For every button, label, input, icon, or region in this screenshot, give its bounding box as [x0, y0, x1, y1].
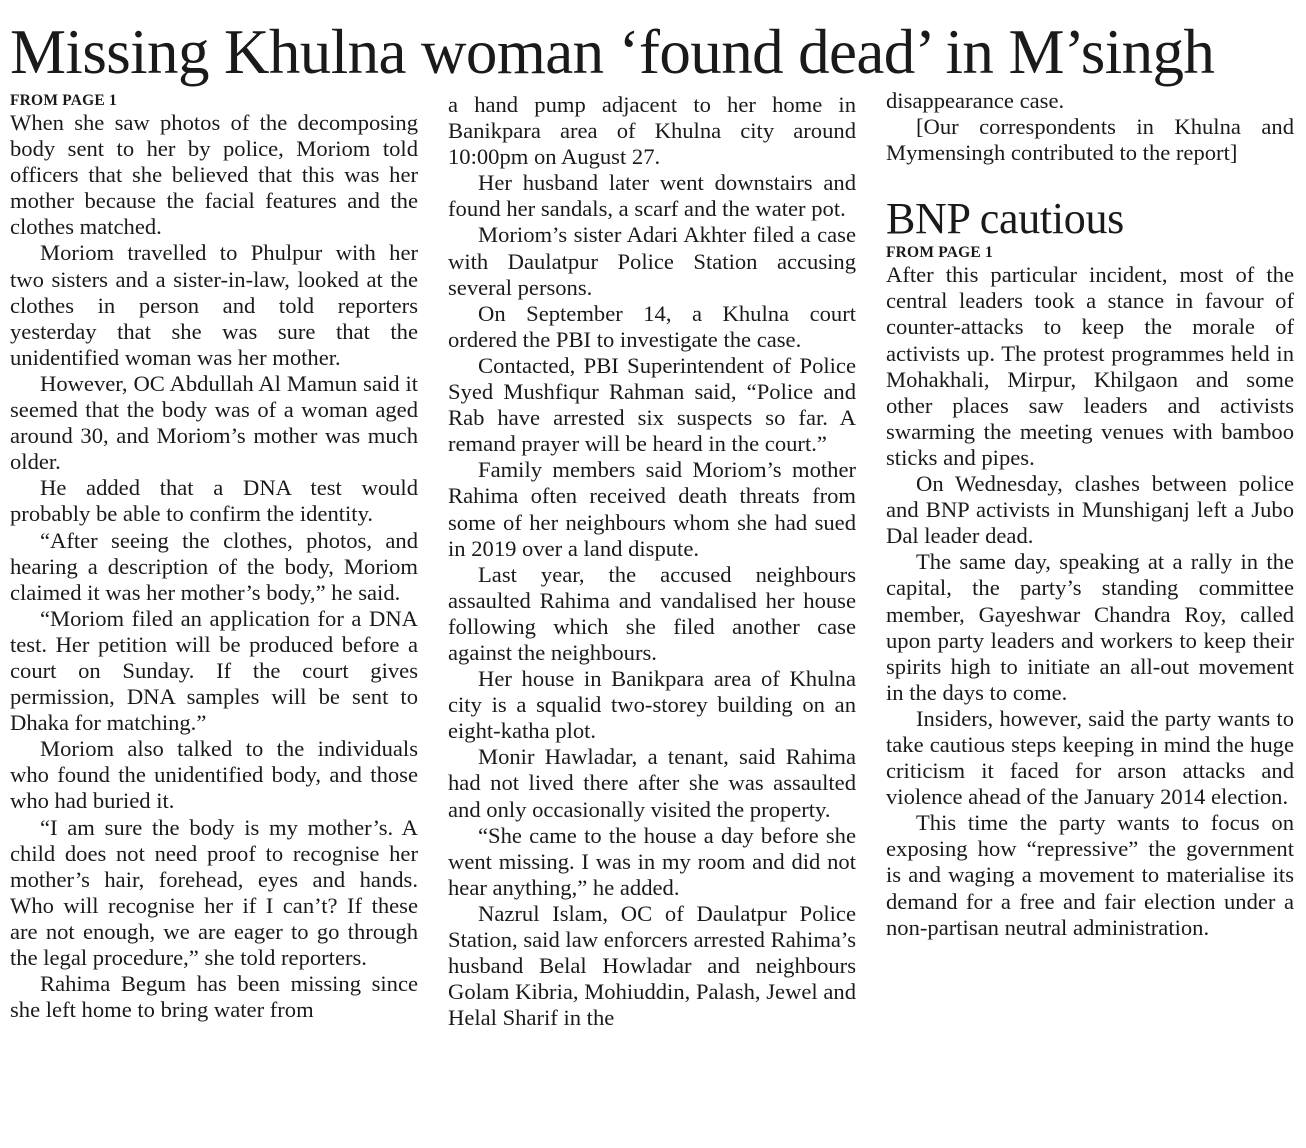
paragraph: Rahima Begum has been missing since she left home to bring water from	[10, 971, 418, 1023]
paragraph: Monir Hawladar, a tenant, said Rahima had not lived there after she was assaulted and only occasionally visited the property.	[448, 744, 856, 822]
paragraph: However, OC Abdullah Al Mamun said it seemed that the body was of a woman aged around 30, and Moriom’s mother was much older.	[10, 370, 418, 475]
paragraph: “She came to the house a day before she went missing. I was in my room and did not hear anything,” he added.	[448, 822, 856, 900]
article-column-3	[886, 88, 1294, 941]
paragraph: Moriom also talked to the individuals who found the unidentified body, and those who had buried it.	[10, 736, 418, 814]
article-column-2	[448, 92, 856, 1031]
paragraph: Moriom travelled to Phulpur with her two sisters and a sister-in-law, looked at the clothes in person and told reporters yesterday that she was sure that the unidentified woman was her mother.	[10, 240, 418, 370]
paragraph: a hand pump adjacent to her home in Banikpara area of Khulna city around 10:00pm on August 27.	[448, 92, 856, 170]
paragraph: Nazrul Islam, OC of Daulatpur Police Station, said law enforcers arrested Rahima’s husband Belal Howladar and neighbours Golam Kibria, Mohiuddin, Palash, Jewel and Helal Sharif in the	[448, 900, 856, 1031]
paragraph: The same day, speaking at a rally in the capital, the party’s standing committee member, Gayeshwar Chandra Roy, called upon party leaders and workers to keep their spirits high to initiate an all-out movement in the days to come.	[886, 549, 1294, 705]
article-headline-bnp: BNP cautious	[886, 194, 1124, 244]
paragraph: disappearance case.	[886, 88, 1065, 113]
from-page-label: FROM PAGE 1	[10, 92, 117, 109]
paragraph: Insiders, however, said the party wants to take cautious steps keeping in mind the huge criticism it faced for arson attacks and violence ahead of the January 2014 election.	[886, 705, 1294, 810]
paragraph: On September 14, a Khulna court ordered the PBI to investigate the case.	[448, 300, 856, 352]
paragraph: Her husband later went downstairs and found her sandals, a scarf and the water pot.	[448, 170, 856, 222]
paragraph: This time the party wants to focus on exposing how “repressive” the government is and waging a movement to materialise its demand for a free and fair election under a non-partisan neutral administration.	[886, 810, 1294, 940]
article-headline: Missing Khulna woman ‘found dead’ in M’singh	[10, 17, 1215, 87]
paragraph: Her house in Banikpara area of Khulna city is a squalid two-storey building on an eight-katha plot.	[448, 666, 856, 744]
credit-note: [Our correspondents in Khulna and Mymensingh contributed to the report]	[886, 114, 1294, 166]
paragraph: On Wednesday, clashes between police and BNP activists in Munshiganj left a Jubo Dal leader dead.	[886, 471, 1294, 549]
paragraph: Last year, the accused neighbours assaulted Rahima and vandalised her house following which she filed another case against the neighbours.	[448, 561, 856, 665]
paragraph: Family members said Moriom’s mother Rahima often received death threats from some of her neighbours whom she had sued in 2019 over a land dispute.	[448, 457, 856, 561]
paragraph: Contacted, PBI Superintendent of Police Syed Mushfiqur Rahman said, “Police and Rab have arrested six suspects so far. A remand prayer will be heard in the court.”	[448, 352, 856, 457]
paragraph: After this particular incident, most of the central leaders took a stance in favour of counter-attacks to keep the morale of activists up. The protest programmes held in Mohakhali, Mirpur, Khilgaon and some other places saw leaders and activists swarming the meeting venues with bamboo sticks and pipes.	[886, 262, 1294, 470]
paragraph: “I am sure the body is my mother’s. A child does not need proof to recognise her mother’s hair, forehead, eyes and hands. Who will recognise her if I can’t? If these are not enough, we are eager to go through the legal procedure,” she told reporters.	[10, 814, 418, 970]
paragraph: When she saw photos of the decomposing body sent to her by police, Moriom told officers that she believed that this was her mother because the facial features and the clothes matched.	[10, 110, 418, 240]
article-column-1	[10, 92, 418, 1023]
paragraph: “After seeing the clothes, photos, and hearing a description of the body, Moriom claimed it was her mother’s body,” he said.	[10, 527, 418, 605]
paragraph: He added that a DNA test would probably be able to confirm the identity.	[10, 475, 418, 527]
paragraph: Moriom’s sister Adari Akhter filed a case with Daulatpur Police Station accusing several persons.	[448, 222, 856, 300]
paragraph: “Moriom filed an application for a DNA test. Her petition will be produced before a court on Sunday. If the court gives permission, DNA samples will be sent to Dhaka for matching.”	[10, 605, 418, 736]
from-page-label: FROM PAGE 1	[886, 244, 993, 262]
